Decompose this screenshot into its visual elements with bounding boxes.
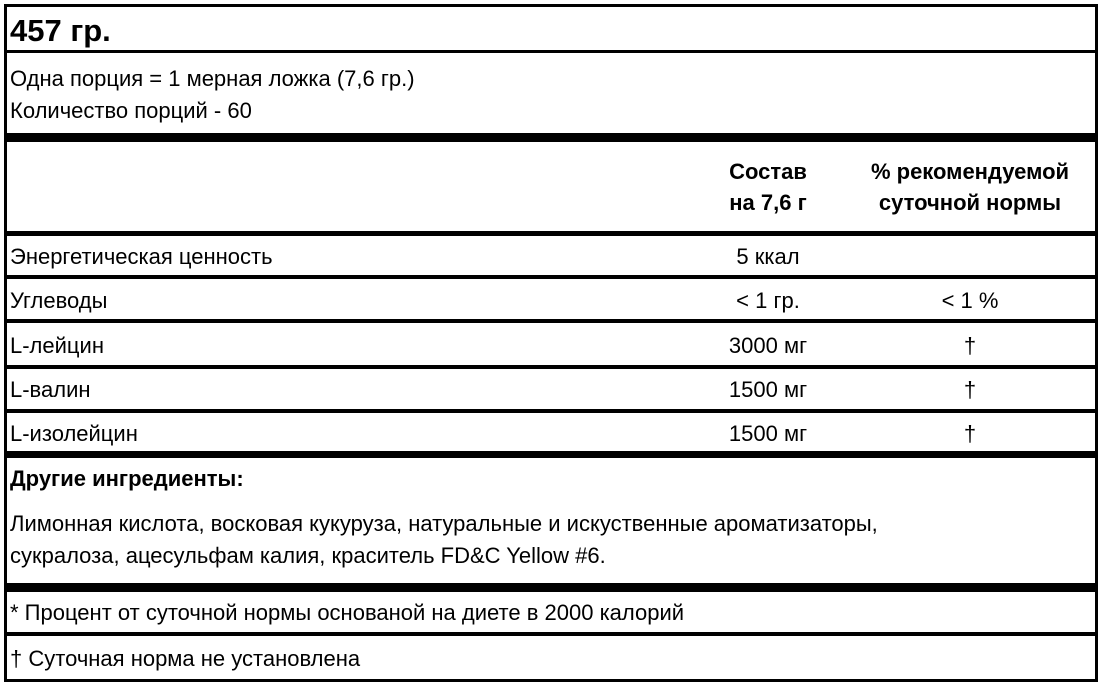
row-name: L-валин: [10, 377, 91, 402]
row-name: Энергетическая ценность: [10, 244, 273, 269]
divider: [4, 50, 1098, 53]
divider: [4, 632, 1098, 636]
row-name: Углеводы: [10, 288, 108, 313]
row-daily-value: †: [963, 377, 977, 402]
column-header-daily-value: [846, 156, 1094, 218]
servings-count: Количество порций - 60: [10, 98, 252, 123]
row-divider: [4, 275, 1098, 279]
header-dv-line2: суточной нормы: [878, 190, 1062, 215]
row-amount: 5 ккал: [736, 244, 800, 269]
row-daily-value: †: [963, 421, 977, 446]
other-ingredients-title: Другие ингредиенты:: [10, 466, 244, 491]
row-amount: 1500 мг: [728, 377, 808, 402]
row-name: L-лейцин: [10, 333, 104, 358]
row-amount: < 1 гр.: [736, 288, 800, 313]
row-daily-value: †: [963, 333, 977, 358]
row-name: L-изолейцин: [10, 421, 138, 446]
header-dv-line1: % рекомендуемой: [870, 159, 1070, 184]
thick-divider: [4, 451, 1098, 458]
package-weight: 457 гр.: [10, 13, 111, 48]
row-divider: [4, 409, 1098, 413]
other-ingredients-line1: Лимонная кислота, восковая кукуруза, натуральные и искуственные ароматизаторы,: [10, 511, 878, 536]
row-divider: [4, 319, 1098, 323]
footnote-not-established: † Суточная норма не установлена: [10, 646, 361, 671]
column-header-amount: [660, 156, 876, 218]
other-ingredients-text: [10, 508, 1090, 572]
thick-divider: [4, 583, 1098, 592]
row-daily-value: < 1 %: [941, 288, 999, 313]
row-divider: [4, 365, 1098, 369]
footnote-daily-value: * Процент от суточной нормы основаной на диете в 2000 калорий: [10, 600, 685, 625]
serving-size: Одна порция = 1 мерная ложка (7,6 гр.): [10, 66, 415, 91]
row-amount: 1500 мг: [728, 421, 808, 446]
divider: [4, 231, 1098, 236]
thick-divider: [4, 133, 1098, 142]
header-amount-line1: Состав: [729, 159, 807, 184]
header-amount-line2: на 7,6 г: [729, 190, 807, 215]
row-amount: 3000 мг: [728, 333, 808, 358]
other-ingredients-line2: сукралоза, ацесульфам калия, краситель FD&C Yellow #6.: [10, 543, 606, 568]
